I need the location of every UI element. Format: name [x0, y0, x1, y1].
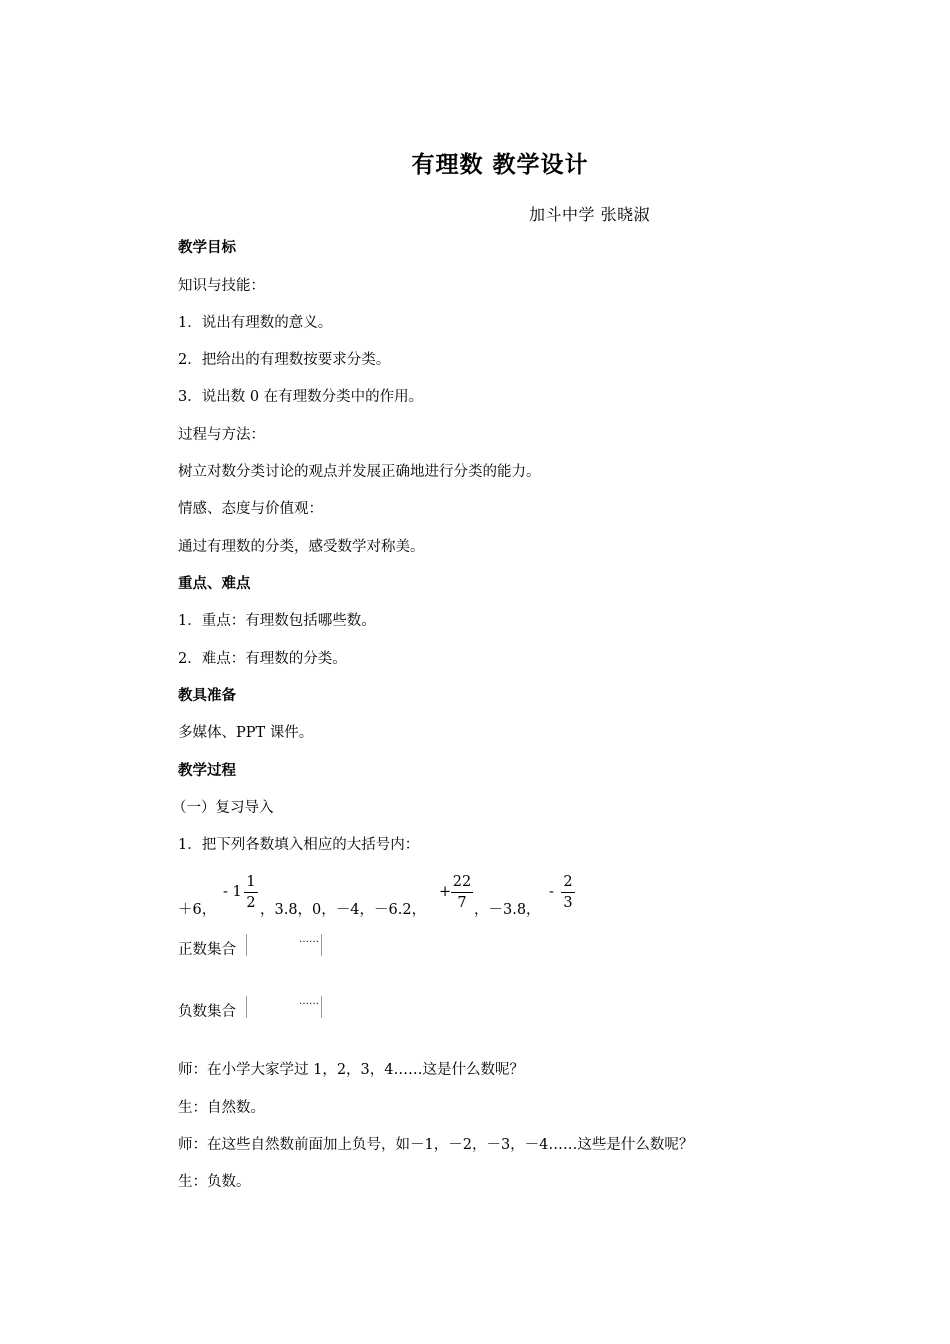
- positive-set-label: 正数集合: [178, 942, 236, 958]
- emotion-text: 通过有理数的分类，感受数学对称美。: [178, 539, 425, 555]
- dialogue-line-3: 师：在这些自然数前面加上负号，如－1，－2，－3，－4……这些是什么数呢？: [178, 1137, 694, 1153]
- fraction-3: [561, 873, 575, 912]
- negative-set-ellipsis: ……: [299, 996, 319, 1007]
- positive-set-ellipsis: ……: [299, 934, 319, 945]
- number-segment-3: ，－3.8，: [474, 902, 541, 918]
- fraction-3-bar: [561, 892, 575, 893]
- heading-procedure: 教学过程: [178, 763, 236, 779]
- author-line: 加斗中学 张晓淑: [529, 205, 651, 224]
- dialogue-line-2: 生：自然数。: [178, 1100, 265, 1116]
- heading-emotion: 情感、态度与价值观：: [178, 501, 323, 517]
- fraction-2-denominator: 7: [457, 895, 467, 911]
- fraction-2-bar: [451, 892, 473, 893]
- heading-process: 过程与方法：: [178, 427, 265, 443]
- exercise-prompt: 1．把下列各数填入相应的大括号内：: [178, 837, 420, 853]
- fraction-3-numerator: 2: [563, 874, 573, 890]
- knowledge-item-1: 1．说出有理数的意义。: [178, 315, 333, 331]
- number-segment-2: ，3.8，0，－4，－6.2，: [260, 902, 427, 918]
- fraction-3-sign: -: [549, 884, 554, 900]
- fraction-1-denominator: 2: [246, 895, 256, 911]
- knowledge-item-2: 2．把给出的有理数按要求分类。: [178, 352, 391, 368]
- fraction-2: [451, 873, 473, 912]
- negative-set-label: 负数集合: [178, 1004, 236, 1020]
- positive-set-brace: [246, 934, 322, 956]
- heading-intro: （一）复习导入: [172, 800, 274, 816]
- knowledge-item-3: 3．说出数 0 在有理数分类中的作用。: [178, 389, 424, 405]
- fraction-1-numerator: 1: [246, 874, 256, 890]
- heading-objectives: 教学目标: [178, 240, 236, 256]
- document-title: 有理数 教学设计: [411, 152, 589, 178]
- negative-set-brace: [246, 996, 322, 1018]
- fraction-2-sign: +: [439, 884, 452, 900]
- dialogue-line-4: 生：负数。: [178, 1174, 251, 1190]
- fraction-1-bar: [244, 892, 258, 893]
- dialogue-line-1: 师：在小学大家学过 1，2，3，4……这是什么数呢？: [178, 1062, 525, 1078]
- fraction-1-sign: - 1: [223, 884, 242, 900]
- heading-keypoints: 重点、难点: [178, 576, 251, 592]
- fraction-3-denominator: 3: [563, 895, 573, 911]
- heading-tools: 教具准备: [178, 688, 236, 704]
- number-segment-1: ＋6，: [178, 902, 217, 918]
- keypoint-item-1: 1．重点：有理数包括哪些数。: [178, 613, 376, 629]
- heading-knowledge: 知识与技能：: [178, 278, 265, 294]
- process-text: 树立对数分类讨论的观点并发展正确地进行分类的能力。: [178, 464, 541, 480]
- fraction-1: [244, 873, 258, 912]
- keypoint-item-2: 2．难点：有理数的分类。: [178, 651, 347, 667]
- fraction-2-numerator: 22: [452, 874, 472, 890]
- tools-text: 多媒体、PPT 课件。: [178, 725, 314, 741]
